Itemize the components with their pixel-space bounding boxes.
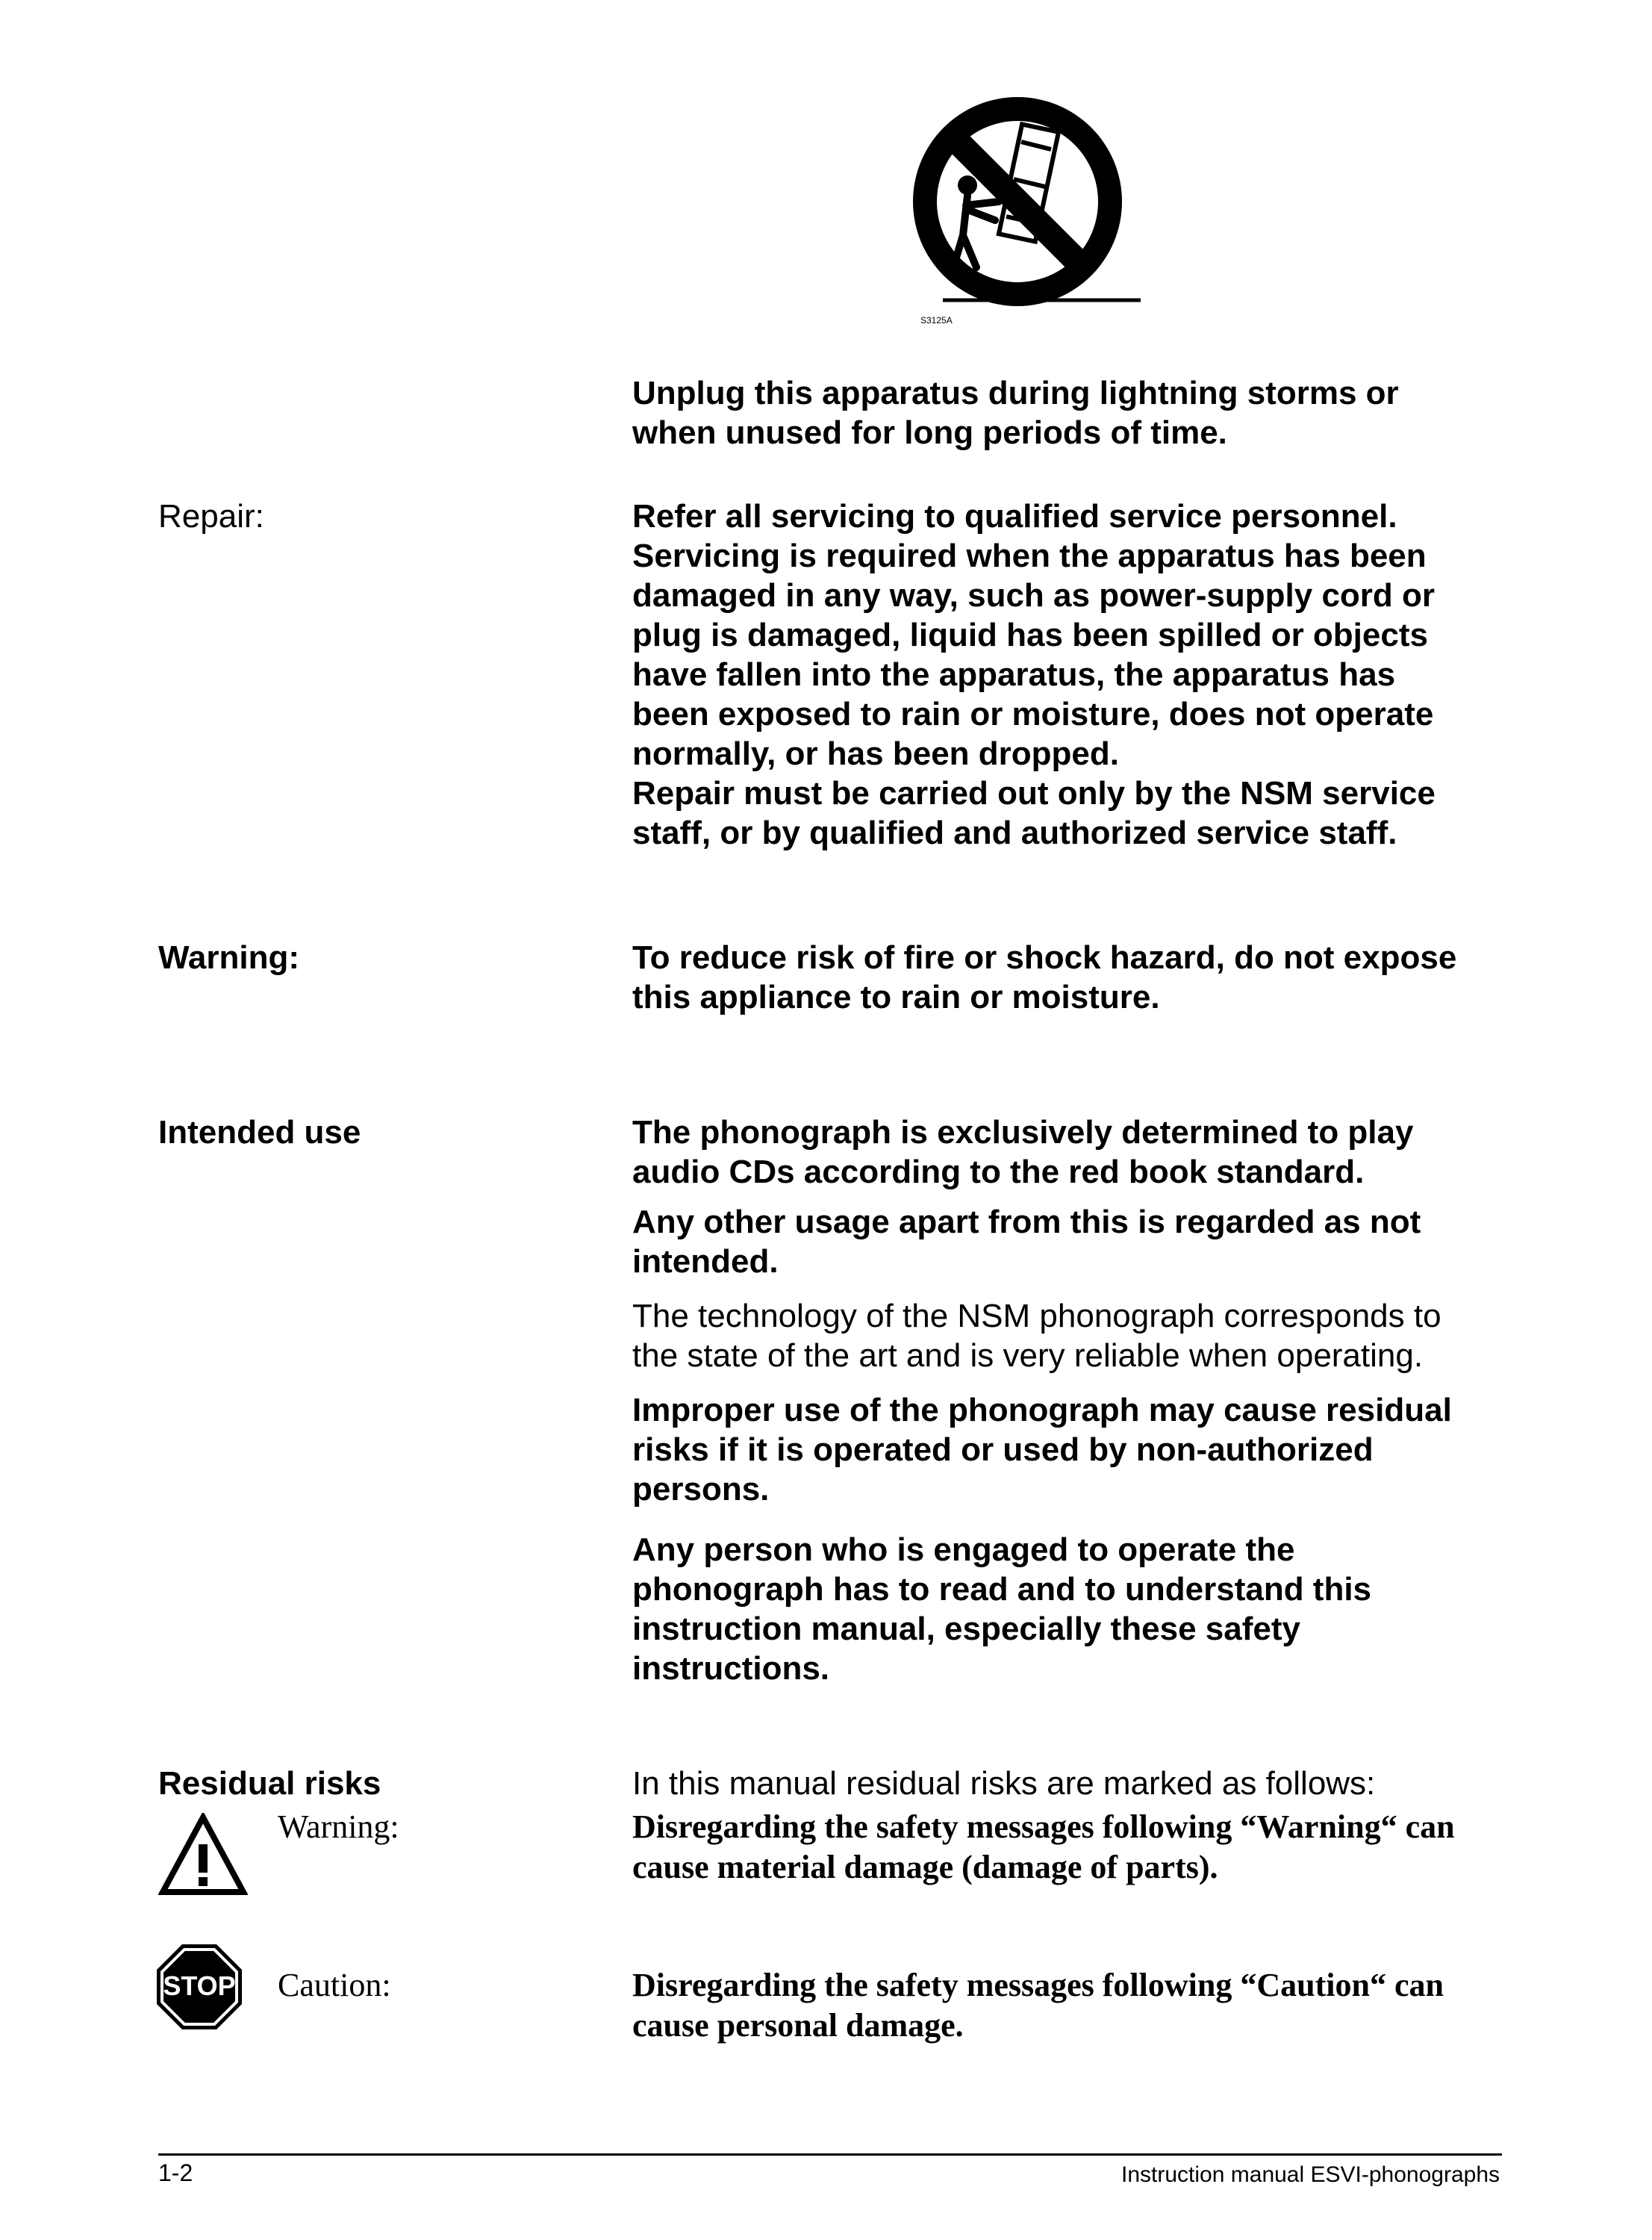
- warning-text: To reduce risk of fire or shock hazard, do not expose this appliance to rain or moisture.: [632, 939, 1457, 1015]
- intended-use-p3: The technology of the NSM phonograph corresponds to the state of the art and is very reliable when operating.: [632, 1298, 1441, 1374]
- residual-risks-label: Residual risks: [158, 1765, 381, 1802]
- unplug-text: Unplug this apparatus during lightning storms or when unused for long periods of time.: [632, 375, 1399, 451]
- residual-caution-text: Disregarding the safety messages following “Caution“ can cause personal damage.: [632, 1967, 1444, 2044]
- residual-risks-intro: In this manual residual risks are marked as follows:: [632, 1765, 1376, 1802]
- repair-label: Repair:: [158, 498, 264, 535]
- intended-use-p5: Any person who is engaged to operate the phonograph has to read and to understand this instruction manual, especially these safety instructions.: [632, 1531, 1372, 1687]
- repair-text: Refer all servicing to qualified service personnel. Servicing is required when the apparatus has been damaged in any way, such as power-supply cord or plug is damaged, liquid has been spilled or objects have fallen into the apparatus, the apparatus has been exposed to rain or moisture, does not operate normally, or has been dropped. Repair must be carried out only by the NSM service staff, or by qualified and authorized service staff.: [632, 498, 1436, 851]
- warning-triangle-icon: [158, 1813, 248, 1897]
- footer-rule: [158, 2153, 1502, 2156]
- intended-use-p1: The phonograph is exclusively determined to play audio CDs according to the red book standard.: [632, 1114, 1414, 1190]
- intended-use-p2: Any other usage apart from this is regarded as not intended.: [632, 1204, 1421, 1280]
- footer-title: Instruction manual ESVI-phonographs: [1121, 2162, 1500, 2187]
- intended-use-label: Intended use: [158, 1114, 361, 1151]
- figure-code: S3125A: [920, 315, 953, 326]
- residual-warning-label: Warning:: [278, 1808, 399, 1845]
- cart-warning-figure: [902, 97, 1141, 336]
- warning-label: Warning:: [158, 939, 299, 976]
- page-number: 1-2: [158, 2159, 193, 2186]
- intended-use-p4: Improper use of the phonograph may cause residual risks if it is operated or used by non-authorized persons.: [632, 1392, 1452, 1508]
- stop-sign-icon: [155, 1943, 243, 2031]
- residual-caution-label: Caution:: [278, 1967, 391, 2003]
- stop-sign-text: STOP: [163, 1970, 236, 2001]
- cart-tipover-icon: [902, 97, 1141, 336]
- residual-warning-text: Disregarding the safety messages following “Warning“ can cause material damage (damage of parts).: [632, 1808, 1455, 1885]
